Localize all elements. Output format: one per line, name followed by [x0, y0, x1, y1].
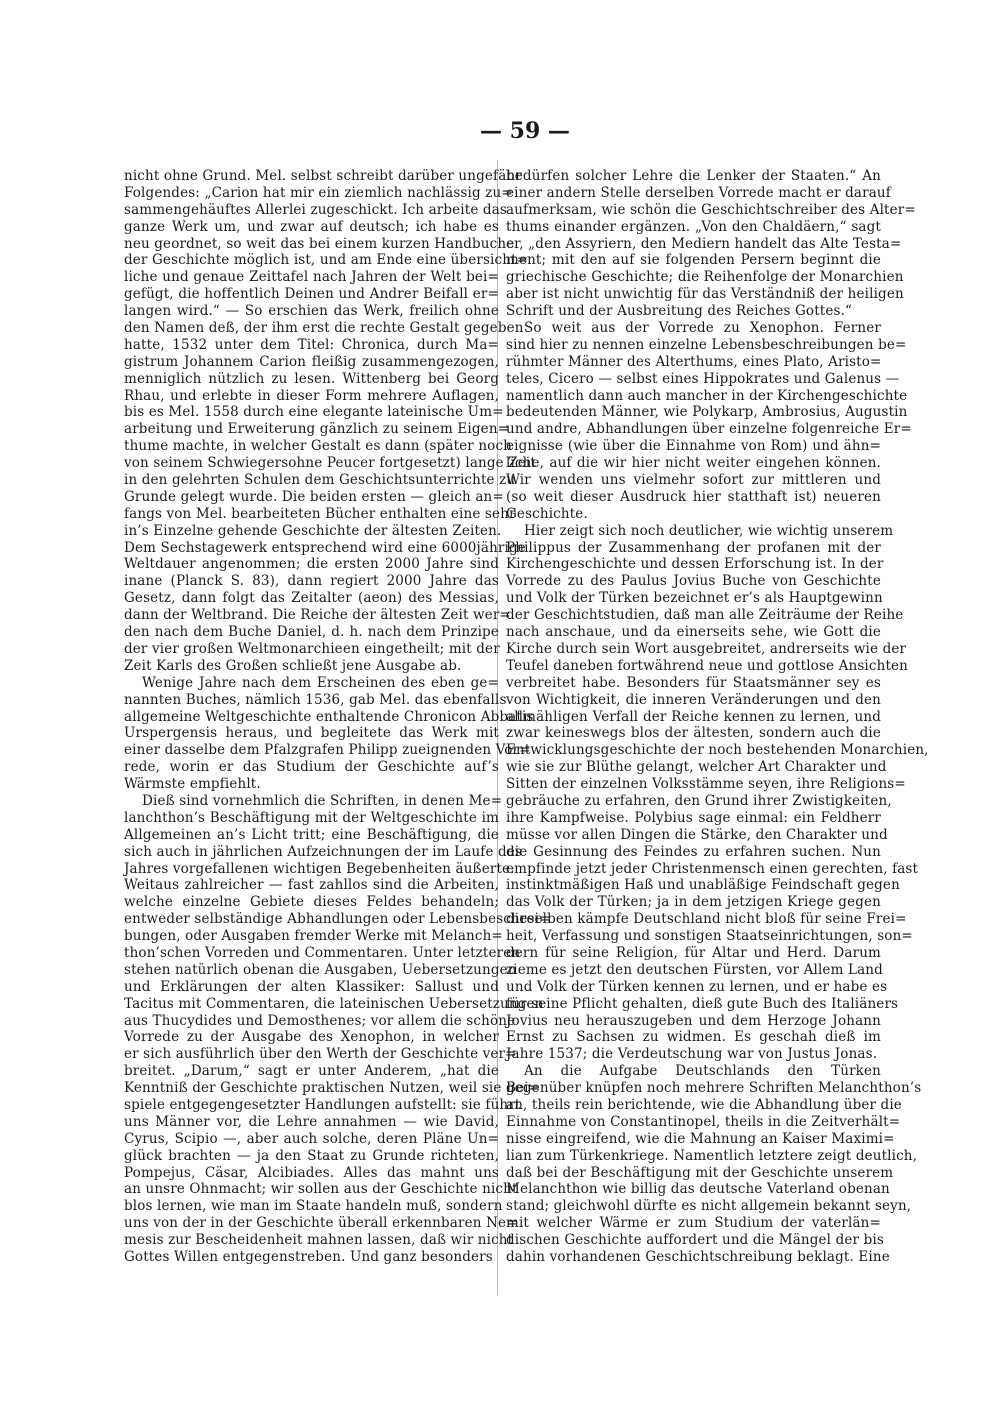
text-line: So weit aus der Vorrede zu Xenophon. Ferner [524, 320, 881, 337]
text-line: entweder selbständige Abhandlungen oder Lebensbeschrei= [124, 911, 551, 928]
text-line: bedürfen solcher Lehre die Lenker der Staaten.“ An [506, 168, 881, 184]
text-line: das Volk der Türken; ja in dem jetzigen Kriege gegen [506, 894, 881, 911]
text-line: dischen Geschichte auffordert und die Mängel der bis [506, 1232, 884, 1249]
text-line: rede, worin er das Studium der Geschichte auf’s [124, 759, 499, 776]
text-line: Urspergensis heraus, und begleitete das Werk mit [124, 725, 499, 742]
text-line: Vorrede zu des Paulus Jovius Buche von Geschichte [506, 573, 881, 590]
text-line: Kirche durch sein Wort ausgebreitet, andrerseits wie der [506, 640, 907, 657]
text-line: Entwicklungsgeschichte der noch bestehenden Monarchien, [506, 742, 929, 759]
text-line: Philippus der Zusammenhang der profanen mit der [506, 539, 881, 556]
text-line: aber ist nicht unwichtig für das Verständniß der heiligen [506, 286, 904, 303]
text-line: Jahre 1537; die Verdeutschung war von Justus Jonas. [506, 1046, 878, 1063]
text-line: zieme es jetzt den deutschen Fürsten, vor Allem Land [506, 961, 883, 978]
text-line: Weltdauer angenommen; die ersten 2000 Jahre sind [124, 556, 499, 573]
text-line: Geschichte. [506, 505, 588, 522]
text-line: den nach dem Buche Daniel, d. h. nach dem Prinzipe [124, 624, 499, 641]
text-line: Wenige Jahre nach dem Erscheinen des eben ge= [142, 674, 499, 691]
text-line: inane (Planck S. 83), dann regiert 2000 Jahre das [124, 573, 499, 590]
text-line: dieselben kämpfe Deutschland nicht bloß für seine Frei= [506, 911, 907, 928]
text-line: an, theils rein berichtende, wie die Abhandlung über die [506, 1096, 902, 1113]
text-line: Weitaus zahlreicher — fast zahllos sind die Arbeiten, [124, 877, 499, 894]
text-line: müsse vor allen Dingen die Stärke, den Charakter und [506, 826, 888, 843]
text-line: dern für seine Religion, für Altar und Herd. Darum [506, 944, 881, 961]
text-line: zwar keineswegs blos der ältesten, sondern auch die [506, 725, 881, 742]
text-line: und Erklärungen der alten Klassiker: Sallust und [124, 978, 499, 995]
text-line: nach anschaue, und da einerseits sehe, wie Gott die [506, 624, 881, 641]
text-line: aus Thucydides und Demosthenes; vor allem die schöne [124, 1012, 516, 1029]
text-line: dahin vorhandenen Geschichtschreibung beklagt. Eine [506, 1249, 890, 1265]
text-line: heit, Verfassung und sonstigen Staatseinrichtungen, son= [506, 928, 913, 945]
text-line: Wir wenden uns vielmehr sofort zur mittleren und [506, 472, 881, 489]
text-line: liche, auf die wir hier nicht weiter eingehen können. [506, 455, 881, 472]
text-line: dann der Weltbrand. Die Reiche der ältesten Zeit wer= [124, 607, 511, 624]
text-line: spiele entgegengesetzter Handlungen aufstellt: sie führt [124, 1096, 521, 1113]
text-line: Sitten der einzelnen Volksstämme seyen, ihre Religions= [506, 776, 906, 793]
page-number [0, 118, 1000, 144]
text-line: in’s Einzelne gehende Geschichte der ältesten Zeiten. [124, 522, 502, 539]
text-line: für seine Pflicht gehalten, dieß gute Buch des Italiäners [506, 995, 899, 1012]
text-line: lian zum Türkenkriege. Namentlich letztere zeigt deutlich, [506, 1147, 918, 1164]
text-line: und Volk der Türken kennen zu lernen, und er habe es [506, 978, 888, 995]
text-line: Vorrede zu der Ausgabe des Xenophon, in welcher [124, 1029, 499, 1046]
text-line: an unsre Ohnmacht; wir sollen aus der Geschichte nicht [124, 1181, 518, 1198]
text-line: thon’schen Vorreden und Commentaren. Unter letzteren [124, 944, 521, 961]
text-line: mesis zur Bescheidenheit mahnen lassen, daß wir nicht [124, 1232, 514, 1249]
text-line: Jahres vorgefallenen wichtigen Begebenheiten äußerte. [124, 860, 515, 877]
text-line: instinktmäßigen Haß und unabläßige Feindschaft gegen [506, 877, 900, 894]
right-column [506, 168, 929, 1266]
text-line: bis es Mel. 1558 durch eine elegante lateinische Um= [124, 404, 504, 421]
text-line: verbreitet habe. Besonders für Staatsmänner sey es [506, 674, 881, 691]
text-line: uns Männer vor, die Lehre annahmen — wie David, [124, 1113, 499, 1130]
text-line: nannten Buches, nämlich 1536, gab Mel. das ebenfalls [124, 691, 507, 708]
text-line: langen wird.“ — So erschien das Werk, freilich ohne [124, 303, 499, 320]
text-line: den Namen deß, der ihm erst die rechte Gestalt gegeben [124, 320, 524, 337]
text-line: von Wichtigkeit, die inneren Veränderungen und den [506, 691, 881, 708]
text-line: in den gelehrten Schulen dem Geschichtsunterrichte zu [124, 472, 516, 489]
page-number-text: — 59 — [480, 118, 570, 144]
text-line: Allgemeinen an’s Licht tritt; eine Beschäftigung, die [124, 826, 499, 843]
text-line: einer dasselbe dem Pfalzgrafen Philipp zueignenden Vor= [124, 742, 531, 759]
text-line: aufmerksam, wie schön die Geschichtschreiber des Alter= [506, 201, 916, 218]
text-line: griechische Geschichte; die Reihenfolge der Monarchien [506, 269, 904, 286]
text-line: neu geordnet, so weit das bei einem kurzen Handbuche [124, 235, 515, 252]
text-line: ganze Werk um, und zwar auf deutsch; ich habe es [124, 218, 499, 235]
text-line: von seinem Schwiegersohne Peucer fortgesetzt) lange Zeit [124, 455, 536, 472]
text-line: Tacitus mit Commentaren, die lateinischen Uebersetzungen [124, 995, 544, 1012]
text-line: Kirchengeschichte und dessen Erforschung ist. In der [506, 556, 884, 573]
text-line: blos lernen, wie man im Staate handeln muß, sondern [124, 1198, 503, 1215]
text-line: einer andern Stelle derselben Vorrede macht er darauf [506, 184, 891, 201]
text-line: Dem Sechstagewerk entsprechend wird eine 6000jährige [124, 539, 526, 556]
text-line: der Geschichte möglich ist, und am Ende eine übersicht= [124, 252, 529, 269]
text-line: allgemeine Weltgeschichte enthaltende Chronicon Abbatis [124, 708, 534, 725]
text-line: Wärmste empfiehlt. [124, 776, 261, 793]
text-line: Zeit Karls des Großen schließt jene Ausgabe ab. [124, 657, 462, 674]
text-line: er sich ausführlich über den Werth der Geschichte ver= [124, 1046, 517, 1063]
text-line: Einnahme von Constantinopel, theils in die Zeitverhält= [506, 1113, 901, 1130]
text-line: Pompejus, Cäsar, Alcibiades. Alles das mahnt uns [124, 1164, 499, 1181]
text-line: Teufel daneben fortwährend neue und gottlose Ansichten [506, 657, 909, 674]
text-line: nisse eingreifend, wie die Mahnung an Kaiser Maximi= [506, 1130, 895, 1147]
text-line: uns von der in der Geschichte überall erkennbaren Ne= [124, 1215, 518, 1232]
text-line: menniglich nützlich zu lesen. Wittenberg bei Georg [124, 370, 499, 387]
text-line: die Gesinnung des Feindes zu erfahren suchen. Nun [506, 843, 881, 860]
text-line: lanchthon’s Beschäftigung mit der Weltgeschichte im [124, 809, 499, 826]
text-line: sind hier zu nennen einzelne Lebensbeschreibungen be= [506, 336, 907, 353]
text-line: gistrum Johannem Carion fleißig zusammengezogen, [124, 353, 499, 370]
text-line: er, „den Assyriern, den Mediern handelt das Alte Testa= [506, 235, 902, 252]
text-line: ment; mit den auf sie folgenden Persern beginnt die [506, 252, 881, 269]
text-line: sich auch in jährlichen Aufzeichnungen der im Laufe des [124, 843, 523, 860]
text-line: stehen natürlich obenan die Ausgaben, Uebersetzungen [124, 961, 517, 978]
text-line: mit welcher Wärme er zum Studium der vaterlän= [506, 1215, 881, 1232]
text-line: teles, Cicero — selbst eines Hippokrates und Galenus — [506, 370, 900, 387]
text-line: breitet. „Darum,“ sagt er unter Anderem, „hat die [124, 1063, 499, 1080]
text-line: glück brachten — ja den Staat zu Grunde richteten, [124, 1147, 499, 1164]
text-line: thums einander ergänzen. „Von den Chaldäern,“ sagt [506, 218, 881, 235]
text-line: Ernst zu Sachsen zu widmen. Es geschah dieß im [506, 1029, 881, 1046]
left-column [124, 168, 551, 1266]
text-line: Hier zeigt sich noch deutlicher, wie wichtig unserem [524, 522, 894, 539]
text-line: Gottes Willen entgegenstreben. Und ganz besonders [124, 1249, 493, 1265]
text-line: arbeitung und Erweiterung gänzlich zu seinem Eigen= [124, 421, 510, 438]
text-line: thume machte, in welcher Gestalt es dann (später noch [124, 438, 513, 455]
text-line: eignisse (wie über die Einnahme von Rom) und ähn= [506, 438, 881, 455]
text-line: stand; gleichwohl dürfte es nicht allgemein bekannt seyn, [506, 1198, 912, 1215]
text-line: bedeutenden Männer, wie Polykarp, Ambrosius, Augustin [506, 404, 908, 421]
text-line: daß bei der Beschäftigung mit der Geschichte unserem [506, 1164, 894, 1181]
text-line: der vier großen Weltmonarchieen eingetheilt; mit der [124, 640, 500, 657]
text-line: Kenntniß der Geschichte praktischen Nutzen, weil sie Bei= [124, 1080, 541, 1097]
text-line: und Volk der Türken bezeichnet er’s als Hauptgewinn [506, 590, 883, 607]
text-line: namentlich dann auch mancher in der Kirchengeschichte [506, 387, 908, 404]
text-line: Schrift und der Ausbreitung des Reiches Gottes.“ [506, 303, 853, 320]
text-line: hatte, 1532 unter dem Titel: Chronica, durch Ma= [124, 336, 499, 353]
text-line: liche und genaue Zeittafel nach Jahren der Welt bei= [124, 269, 499, 286]
text-line: wie sie zur Blüthe gelangt, welcher Art Charakter und [506, 759, 887, 776]
text-line: gegenüber knüpfen noch mehrere Schriften Melanchthon’s [506, 1080, 922, 1097]
text-line: rühmter Männer des Alterthums, eines Plato, Aristo= [506, 353, 882, 370]
text-line: gefügt, die hoffentlich Deinen und Andrer Beifall er= [124, 286, 499, 303]
text-line: gebräuche zu erfahren, den Grund ihrer Zwistigkeiten, [506, 792, 892, 809]
text-line: allmähligen Verfall der Reiche kennen zu lernen, und [506, 708, 881, 725]
text-line: ihre Kampfweise. Polybius sage einmal: ein Feldherr [506, 809, 881, 826]
text-line: Gesetz, dann folgt das Zeitalter (aeon) des Messias, [124, 590, 499, 607]
text-line: sammengehäuftes Allerlei zugeschickt. Ich arbeite das [124, 201, 507, 218]
text-line: Dieß sind vornehmlich die Schriften, in denen Me= [142, 792, 503, 809]
text-line: Grunde gelegt wurde. Die beiden ersten — gleich an= [124, 488, 504, 505]
text-line: Folgendes: „Carion hat mir ein ziemlich nachlässig zu= [124, 184, 513, 201]
text-line: Rhau, und erlebte in dieser Form mehrere Auflagen, [124, 387, 499, 404]
text-line: Melanchthon wie billig das deutsche Vaterland obenan [506, 1181, 890, 1198]
text-line: An die Aufgabe Deutschlands den Türken [524, 1063, 881, 1080]
text-line: bungen, oder Ausgaben fremder Werke mit Melanch= [124, 928, 503, 945]
text-line: der Geschichtstudien, daß man alle Zeiträume der Reihe [506, 607, 904, 624]
text-line: Cyrus, Scipio —, aber auch solche, deren Pläne Un= [124, 1130, 499, 1147]
text-line: (so weit dieser Ausdruck hier statthaft ist) neueren [506, 488, 881, 505]
text-line: empfinde jetzt jeder Christenmensch einen gerechten, fast [506, 860, 919, 877]
text-line: und andre, Abhandlungen über einzelne folgenreiche Er= [506, 421, 912, 438]
text-line: welche einzelne Gebiete dieses Feldes behandeln; [124, 894, 499, 911]
text-line: nicht ohne Grund. Mel. selbst schreibt darüber ungefähr [124, 168, 522, 184]
text-line: Jovius neu herauszugeben und dem Herzoge Johann [506, 1012, 881, 1029]
text-line: fangs von Mel. bearbeiteten Bücher enthalten eine sehr [124, 505, 516, 522]
